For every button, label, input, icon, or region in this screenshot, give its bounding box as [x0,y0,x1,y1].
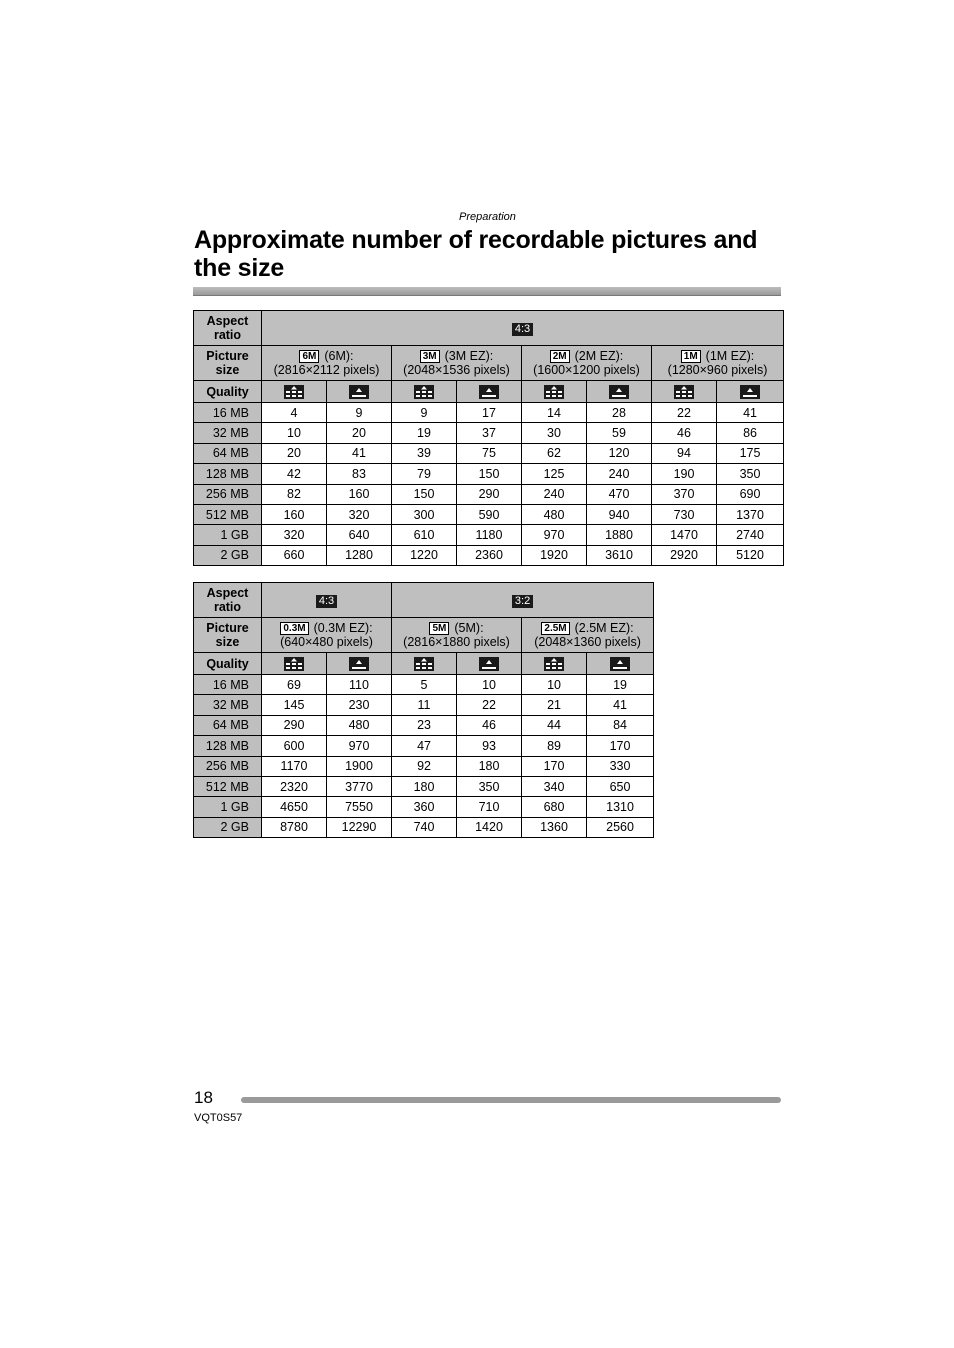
quality-row [194,381,784,403]
picture-size-label: Picture size [194,346,262,381]
card-size-cell: 128 MB [194,736,262,756]
quality-standard-cell [327,381,392,403]
document-code: VQT0S57 [194,1112,243,1124]
picture-count-cell: 10 [457,675,522,695]
picture-count-cell: 12290 [327,817,392,837]
picture-count-cell: 970 [522,525,587,545]
picture-size-cell [392,618,522,653]
picture-count-cell: 290 [262,715,327,735]
quality-fine-cell [392,381,457,403]
aspect-ratio-cell [262,311,784,346]
picture-count-cell: 160 [262,504,327,524]
picture-count-cell: 19 [392,423,457,443]
aspect-ratio-badge: 4:3 [512,323,533,336]
picture-size-cell [522,346,652,381]
table-row [194,464,784,484]
picture-count-cell: 41 [327,443,392,463]
picture-count-cell: 740 [392,817,457,837]
table-row [194,525,784,545]
picture-count-cell: 46 [652,423,717,443]
picture-count-cell: 680 [522,797,587,817]
table-row [194,484,784,504]
fine-quality-icon [674,385,694,399]
picture-count-cell: 320 [327,504,392,524]
picture-count-cell: 11 [392,695,457,715]
picture-count-cell: 20 [262,443,327,463]
picture-count-cell: 240 [587,464,652,484]
picture-count-cell: 730 [652,504,717,524]
table-row [194,817,654,837]
picture-count-cell: 300 [392,504,457,524]
picture-count-cell: 41 [717,403,784,423]
picture-size-3m-icon: 3M [420,350,440,363]
picture-count-cell: 93 [457,736,522,756]
picture-count-cell: 2320 [262,776,327,796]
picture-count-cell: 86 [717,423,784,443]
picture-count-cell: 640 [327,525,392,545]
fine-quality-icon [544,385,564,399]
fine-quality-icon [544,657,564,671]
card-size-cell: 32 MB [194,695,262,715]
picture-count-cell: 75 [457,443,522,463]
picture-size-0-3m-icon: 0.3M [280,622,308,635]
picture-count-cell: 650 [587,776,654,796]
card-size-cell: 16 MB [194,675,262,695]
picture-size-cell [262,346,392,381]
card-size-cell: 1 GB [194,797,262,817]
picture-size-label: Picture size [194,618,262,653]
card-size-cell: 2 GB [194,817,262,837]
fine-quality-icon [284,657,304,671]
fine-quality-icon [284,385,304,399]
standard-quality-icon [740,385,760,399]
picture-count-cell: 5 [392,675,457,695]
picture-count-cell: 84 [587,715,654,735]
quality-standard-cell [457,653,522,675]
picture-count-cell: 3770 [327,776,392,796]
picture-count-cell: 120 [587,443,652,463]
capacity-table-4-3 [193,310,784,566]
fine-quality-icon [414,385,434,399]
picture-count-cell: 1370 [717,504,784,524]
quality-label: Quality [194,381,262,403]
picture-count-cell: 21 [522,695,587,715]
picture-count-cell: 1310 [587,797,654,817]
capacity-table-mixed [193,582,654,838]
picture-count-cell: 970 [327,736,392,756]
picture-count-cell: 320 [262,525,327,545]
quality-fine-cell [392,653,457,675]
standard-quality-icon [479,385,499,399]
table-row [194,403,784,423]
picture-count-cell: 2360 [457,545,522,565]
picture-count-cell: 2740 [717,525,784,545]
table-row [194,797,654,817]
aspect-ratio-cell [392,583,654,618]
picture-count-cell: 370 [652,484,717,504]
standard-quality-icon [349,385,369,399]
picture-count-cell: 83 [327,464,392,484]
picture-count-cell: 17 [457,403,522,423]
picture-size-6m-icon: 6M [299,350,319,363]
card-size-cell: 1 GB [194,525,262,545]
picture-count-cell: 8780 [262,817,327,837]
picture-count-cell: 180 [392,776,457,796]
picture-count-cell: 170 [587,736,654,756]
picture-size-2-5m-icon: 2.5M [541,622,569,635]
quality-standard-cell [327,653,392,675]
card-size-cell: 2 GB [194,545,262,565]
picture-count-cell: 62 [522,443,587,463]
card-size-cell: 256 MB [194,756,262,776]
card-size-cell: 512 MB [194,504,262,524]
picture-count-cell: 2560 [587,817,654,837]
picture-size-5m-icon: 5M [429,622,449,635]
picture-count-cell: 1360 [522,817,587,837]
picture-count-cell: 470 [587,484,652,504]
section-label: Preparation [459,211,516,223]
picture-count-cell: 5120 [717,545,784,565]
picture-count-cell: 690 [717,484,784,504]
page-number: 18 [194,1088,213,1107]
quality-fine-cell [262,653,327,675]
quality-standard-cell [717,381,784,403]
picture-count-cell: 22 [652,403,717,423]
picture-count-cell: 42 [262,464,327,484]
picture-count-cell: 30 [522,423,587,443]
standard-quality-icon [479,657,499,671]
picture-count-cell: 94 [652,443,717,463]
picture-count-cell: 82 [262,484,327,504]
table-row [194,736,654,756]
picture-count-cell: 480 [522,504,587,524]
picture-count-cell: 160 [327,484,392,504]
picture-count-cell: 1280 [327,545,392,565]
picture-size-2m-icon: 2M [550,350,570,363]
picture-size-pixels: (1280×960 pixels) [667,363,768,377]
picture-count-cell: 590 [457,504,522,524]
picture-count-cell: 360 [392,797,457,817]
picture-count-cell: 23 [392,715,457,735]
picture-size-name: (2M EZ): [574,349,624,363]
picture-count-cell: 350 [717,464,784,484]
quality-fine-cell [522,381,587,403]
card-size-cell: 512 MB [194,776,262,796]
table-row [194,504,784,524]
picture-count-cell: 330 [587,756,654,776]
standard-quality-icon [609,385,629,399]
picture-count-cell: 175 [717,443,784,463]
picture-count-cell: 44 [522,715,587,735]
table-row [194,423,784,443]
picture-count-cell: 39 [392,443,457,463]
picture-size-pixels: (2816×2112 pixels) [273,363,380,377]
aspect-ratio-label: Aspect ratio [194,583,262,618]
picture-count-cell: 180 [457,756,522,776]
picture-count-cell: 610 [392,525,457,545]
quality-standard-cell [457,381,522,403]
standard-quality-icon [610,657,630,671]
card-size-cell: 128 MB [194,464,262,484]
quality-fine-cell [652,381,717,403]
picture-size-name: (3M EZ): [444,349,494,363]
picture-count-cell: 150 [457,464,522,484]
picture-count-cell: 59 [587,423,652,443]
picture-count-cell: 1420 [457,817,522,837]
footer-rule [241,1097,781,1103]
picture-count-cell: 240 [522,484,587,504]
picture-size-name: (1M EZ): [705,349,755,363]
picture-count-cell: 1900 [327,756,392,776]
picture-count-cell: 46 [457,715,522,735]
aspect-ratio-badge: 4:3 [316,595,337,608]
picture-size-cell [262,618,392,653]
table-row [194,443,784,463]
quality-standard-cell [587,381,652,403]
picture-count-cell: 19 [587,675,654,695]
card-size-cell: 64 MB [194,443,262,463]
picture-count-cell: 230 [327,695,392,715]
picture-count-cell: 940 [587,504,652,524]
picture-count-cell: 190 [652,464,717,484]
picture-count-cell: 89 [522,736,587,756]
picture-size-pixels: (2048×1360 pixels) [534,635,641,649]
picture-count-cell: 350 [457,776,522,796]
picture-count-cell: 150 [392,484,457,504]
aspect-ratio-badge: 3:2 [512,595,533,608]
picture-size-pixels: (2048×1536 pixels) [403,363,510,377]
picture-count-cell: 1880 [587,525,652,545]
card-size-cell: 32 MB [194,423,262,443]
picture-count-cell: 28 [587,403,652,423]
picture-size-cell [522,618,654,653]
picture-count-cell: 22 [457,695,522,715]
picture-count-cell: 710 [457,797,522,817]
picture-count-cell: 10 [522,675,587,695]
page-title: Approximate number of recordable pictures and the size [194,226,758,282]
picture-count-cell: 7550 [327,797,392,817]
picture-count-cell: 1470 [652,525,717,545]
quality-label: Quality [194,653,262,675]
quality-fine-cell [262,381,327,403]
table-row [194,715,654,735]
picture-size-1m-icon: 1M [681,350,701,363]
card-size-cell: 64 MB [194,715,262,735]
table-row [194,675,654,695]
picture-size-cell [652,346,784,381]
picture-count-cell: 145 [262,695,327,715]
picture-size-name: (5M): [454,621,484,635]
picture-size-name: (2.5M EZ): [574,621,634,635]
picture-count-cell: 69 [262,675,327,695]
picture-count-cell: 79 [392,464,457,484]
picture-size-pixels: (640×480 pixels) [280,635,373,649]
card-size-cell: 256 MB [194,484,262,504]
picture-size-name: (6M): [324,349,354,363]
standard-quality-icon [349,657,369,671]
picture-count-cell: 3610 [587,545,652,565]
quality-row [194,653,654,675]
picture-count-cell: 1180 [457,525,522,545]
picture-count-cell: 480 [327,715,392,735]
aspect-ratio-cell [262,583,392,618]
picture-count-cell: 41 [587,695,654,715]
picture-count-cell: 4 [262,403,327,423]
picture-count-cell: 170 [522,756,587,776]
picture-count-cell: 9 [327,403,392,423]
picture-size-pixels: (2816×1880 pixels) [403,635,510,649]
picture-count-cell: 20 [327,423,392,443]
picture-count-cell: 47 [392,736,457,756]
table-row [194,776,654,796]
table-row [194,756,654,776]
picture-count-cell: 125 [522,464,587,484]
card-size-cell: 16 MB [194,403,262,423]
picture-count-cell: 14 [522,403,587,423]
picture-count-cell: 1170 [262,756,327,776]
picture-size-cell [392,346,522,381]
picture-size-pixels: (1600×1200 pixels) [533,363,640,377]
fine-quality-icon [414,657,434,671]
picture-count-cell: 10 [262,423,327,443]
title-rule [193,287,781,296]
picture-count-cell: 37 [457,423,522,443]
table-row [194,695,654,715]
aspect-ratio-label: Aspect ratio [194,311,262,346]
picture-count-cell: 9 [392,403,457,423]
picture-count-cell: 92 [392,756,457,776]
quality-standard-cell [587,653,654,675]
picture-count-cell: 660 [262,545,327,565]
picture-count-cell: 600 [262,736,327,756]
picture-count-cell: 1220 [392,545,457,565]
picture-count-cell: 290 [457,484,522,504]
quality-fine-cell [522,653,587,675]
picture-count-cell: 1920 [522,545,587,565]
picture-count-cell: 2920 [652,545,717,565]
picture-count-cell: 340 [522,776,587,796]
picture-count-cell: 4650 [262,797,327,817]
picture-size-name: (0.3M EZ): [313,621,373,635]
picture-count-cell: 110 [327,675,392,695]
table-row [194,545,784,565]
